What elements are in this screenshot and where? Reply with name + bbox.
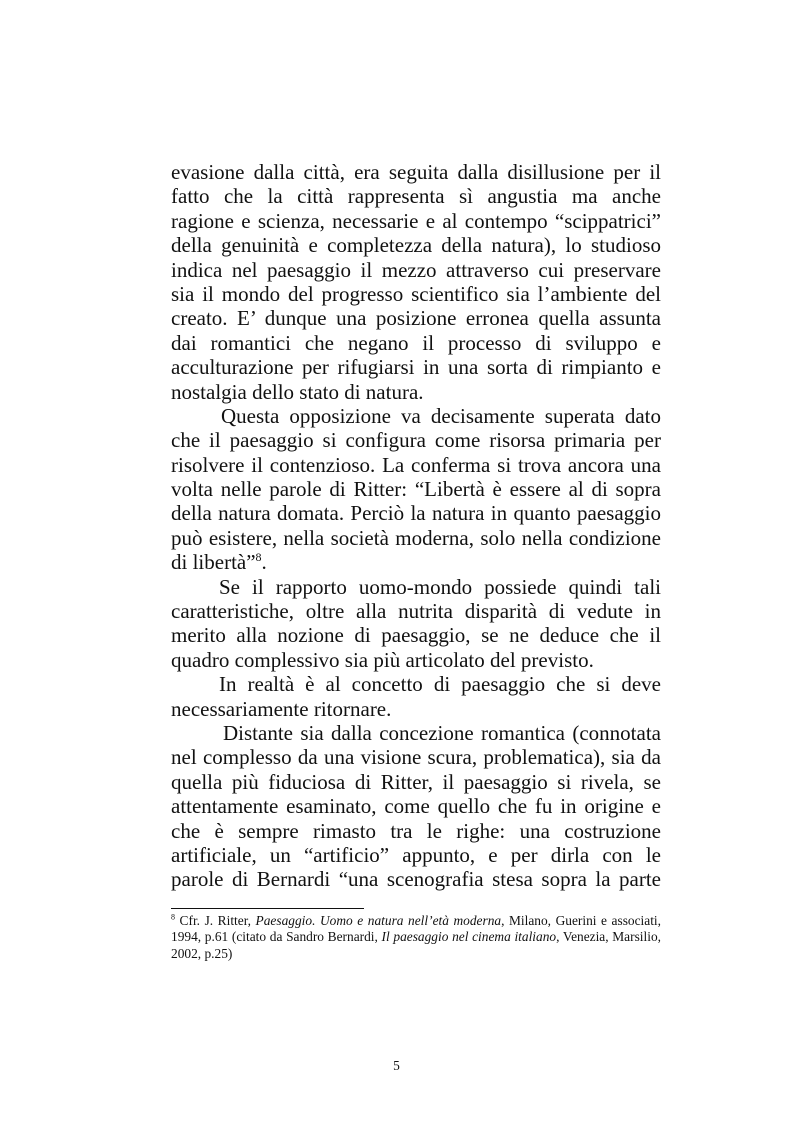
text-fragment: .	[261, 550, 267, 575]
footnote-separator	[171, 908, 364, 909]
text-line: che il paesaggio si configura come risorsa primaria per	[171, 428, 661, 453]
text-line: acculturazione per rifugiarsi in una sorta di rimpianto e	[171, 355, 661, 380]
book-title: Paesaggio. Uomo e natura nell’età moderna	[255, 913, 502, 928]
text-line: merito alla nozione di paesaggio, se ne deduce che il	[171, 623, 661, 648]
text-fragment: , Venezia, Marsilio,	[556, 929, 661, 945]
text-line-with-footnote-ref	[171, 550, 661, 574]
footnote-line	[171, 913, 661, 929]
body-text	[171, 160, 661, 892]
text-line: caratteristiche, oltre alla nutrita disparità di vedute in	[171, 599, 661, 624]
text-line: artificiale, un “artificio” appunto, e per dirla con le	[171, 842, 661, 867]
text-line: dai romantici che negano il processo di sviluppo e	[171, 330, 661, 355]
text-line: ragione e scienza, necessarie e al contempo “scippatrici”	[171, 208, 661, 233]
text-line: sia il mondo del progresso scientifico sia l’ambiente del	[171, 281, 661, 306]
book-title: Il paesaggio nel cinema italiano	[381, 929, 557, 945]
footnote-line: 2002, p.25)	[171, 945, 233, 961]
text-line: nostalgia dello stato di natura.	[171, 379, 424, 404]
text-line: risolvere il contenzioso. La conferma si trova ancora una	[171, 452, 661, 477]
text-line: quadro complessivo sia più articolato del previsto.	[171, 647, 594, 672]
footnote-line	[171, 929, 661, 945]
text-line: Questa opposizione va decisamente superata dato	[221, 403, 661, 428]
text-fragment: di libertà”	[171, 550, 256, 575]
text-line: volta nelle parole di Ritter: “Libertà è essere al di sopra	[171, 477, 661, 502]
footnote	[171, 913, 661, 962]
text-line: In realtà è al concetto di paesaggio che si deve	[219, 672, 661, 697]
text-line: attentamente esaminato, come quello che fu in origine e	[171, 794, 661, 819]
text-line: della natura domata. Perciò la natura in quanto paesaggio	[171, 501, 661, 526]
text-line: che è sempre rimasto tra le righe: una costruzione	[171, 818, 661, 843]
text-line: indica nel paesaggio il mezzo attraverso cui preservare	[171, 257, 661, 282]
text-line: creato. E’ dunque una posizione erronea quella assunta	[171, 306, 661, 331]
text-fragment: 1994, p.61 (citato da Sandro Bernardi,	[171, 929, 382, 945]
text-line: necessariamente ritornare.	[171, 696, 392, 721]
footnote-reference[interactable]: 8	[255, 550, 262, 565]
text-line: parole di Bernardi “una scenografia stesa sopra la parte	[171, 867, 661, 892]
page-number: 5	[393, 1058, 400, 1073]
text-line: Se il rapporto uomo-mondo possiede quindi tali	[219, 574, 661, 599]
text-line: fatto che la città rappresenta sì angustia ma anche	[171, 184, 661, 209]
text-line: della genuinità e completezza della natura), lo studioso	[171, 233, 661, 258]
text-fragment: Cfr. J. Ritter,	[175, 913, 256, 928]
text-line: evasione dalla città, era seguita dalla disillusione per il	[171, 160, 661, 184]
text-line: può esistere, nella società moderna, solo nella condizione	[171, 525, 661, 550]
text-line: nel complesso da una visione scura, problematica), sia da	[171, 745, 661, 770]
footnote-number: 8	[171, 912, 175, 922]
text-line: Distante sia dalla concezione romantica (connotata	[223, 720, 661, 745]
text-fragment: , Milano, Guerini e associati,	[501, 913, 661, 928]
text-line: quella più fiduciosa di Ritter, il paesaggio si rivela, se	[171, 769, 661, 794]
